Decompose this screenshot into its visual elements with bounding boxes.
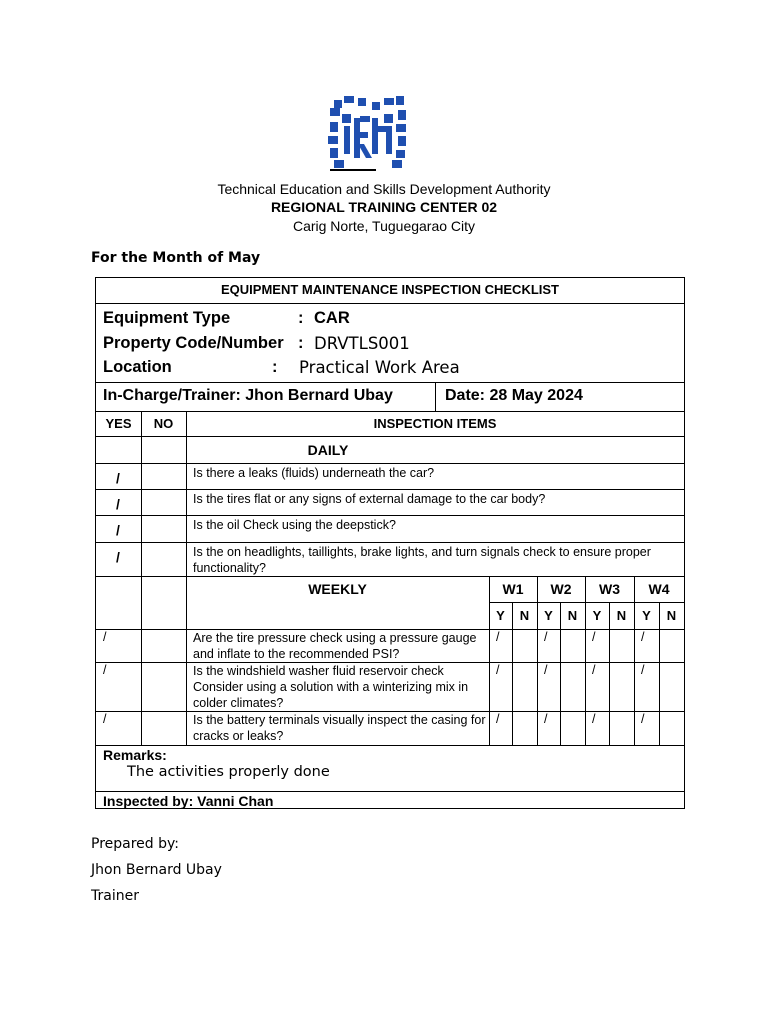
in-charge-trainer: In-Charge/Trainer: Jhon Bernard Ubay: [103, 387, 393, 404]
org-name: Technical Education and Skills Development Authority: [217, 181, 551, 197]
daily-check-4: /: [116, 549, 120, 565]
weekly-check-2: /: [103, 663, 107, 677]
w4-no: N: [666, 608, 677, 623]
location-value: Practical Work Area: [299, 358, 460, 377]
week-2: W2: [550, 581, 572, 597]
w2-no: N: [567, 608, 578, 623]
col-no: NO: [153, 416, 174, 431]
w3-no: N: [616, 608, 627, 623]
equipment-type-label: Equipment Type: [103, 309, 231, 327]
prepared-by-title: Trainer: [91, 888, 139, 904]
month-line: For the Month of May: [91, 250, 261, 266]
daily-item-2: Is the tires flat or any signs of external damage to the car body?: [193, 492, 546, 506]
property-code-value: DRVTLS001: [314, 334, 410, 353]
daily-check-1: /: [116, 470, 120, 486]
daily-label: DAILY: [307, 442, 349, 458]
remarks-text: The activities properly done: [127, 764, 330, 780]
inspection-date: Date: 28 May 2024: [445, 387, 583, 404]
prepared-by-label: Prepared by:: [91, 836, 179, 852]
weekly-item-2: Is the windshield washer fluid reservoir check Consider using a solution with a winterizing mix in colder climates?: [193, 664, 469, 710]
w2-yes: Y: [544, 608, 553, 623]
prepared-by-name: Jhon Bernard Ubay: [91, 862, 222, 878]
tesda-logo: [328, 96, 406, 172]
col-yes: YES: [105, 416, 132, 431]
property-code-label: Property Code/Number: [103, 334, 284, 352]
weekly-item-1: Are the tire pressure check using a pressure gauge and inflate to the recommended PSI?: [193, 631, 477, 661]
training-center: REGIONAL TRAINING CENTER 02: [270, 199, 498, 215]
daily-check-2: /: [116, 496, 120, 512]
col-inspection-items: INSPECTION ITEMS: [373, 416, 497, 431]
inspected-by: Inspected by: Vanni Chan: [103, 793, 274, 809]
week-1: W1: [502, 581, 524, 597]
weekly-check-3: /: [103, 712, 107, 726]
form-title: EQUIPMENT MAINTENANCE INSPECTION CHECKLIST: [220, 282, 559, 297]
org-address: Carig Norte, Tuguegarao City: [292, 218, 476, 234]
location-label: Location: [103, 358, 172, 376]
w1-no: N: [519, 608, 530, 623]
weekly-label: WEEKLY: [308, 581, 367, 597]
daily-item-4: Is the on headlights, taillights, brake lights, and turn signals check to ensure proper functionality?: [193, 545, 651, 575]
equipment-type-value: CAR: [314, 309, 350, 327]
w1-yes: Y: [496, 608, 505, 623]
weekly-item-3: Is the battery terminals visually inspect the casing for cracks or leaks?: [193, 713, 486, 743]
weekly-check-1: /: [103, 630, 107, 644]
daily-item-3: Is the oil Check using the deepstick?: [193, 518, 396, 532]
daily-item-1: Is there a leaks (fluids) underneath the car?: [193, 466, 435, 480]
remarks-label: Remarks:: [103, 747, 167, 763]
week-3: W3: [599, 581, 620, 597]
w3-yes: Y: [592, 608, 602, 623]
w4-yes: Y: [642, 608, 651, 623]
daily-check-3: /: [116, 522, 120, 538]
checklist-table: EQUIPMENT MAINTENANCE INSPECTION CHECKLIST Equipment Type : CAR Property Code/Number : DRVTLS001 Location : Practical Work Area In-Charge/Trainer: Jhon Bernard Ubay Date: 28 May 2024 YES NO INSPECTION ITEMS DAILY / Is there a leaks (fluids) underneath the car? / Is the tires flat or any signs of external damage to the car body? / Is the oil Check using the deepstick? / Is the on headlights, taillights, brake lights, and turn signals check to ensure proper functionality? WEEKLY W1 W2 W3 W4 Y N Y N Y N Y N / Are the tire pressure check using a pressure gauge and inflate to the recommended PSI? / / / / / Is the windshield washer fluid reservoir check Consider using a solution with a winterizing mix in colder climates? / / / / / Is the battery terminals visually inspect the casing for cracks or leaks? / / / / Remarks: The activities properly done Inspected by: Vanni Chan: [95, 277, 685, 809]
week-4: W4: [648, 581, 670, 597]
